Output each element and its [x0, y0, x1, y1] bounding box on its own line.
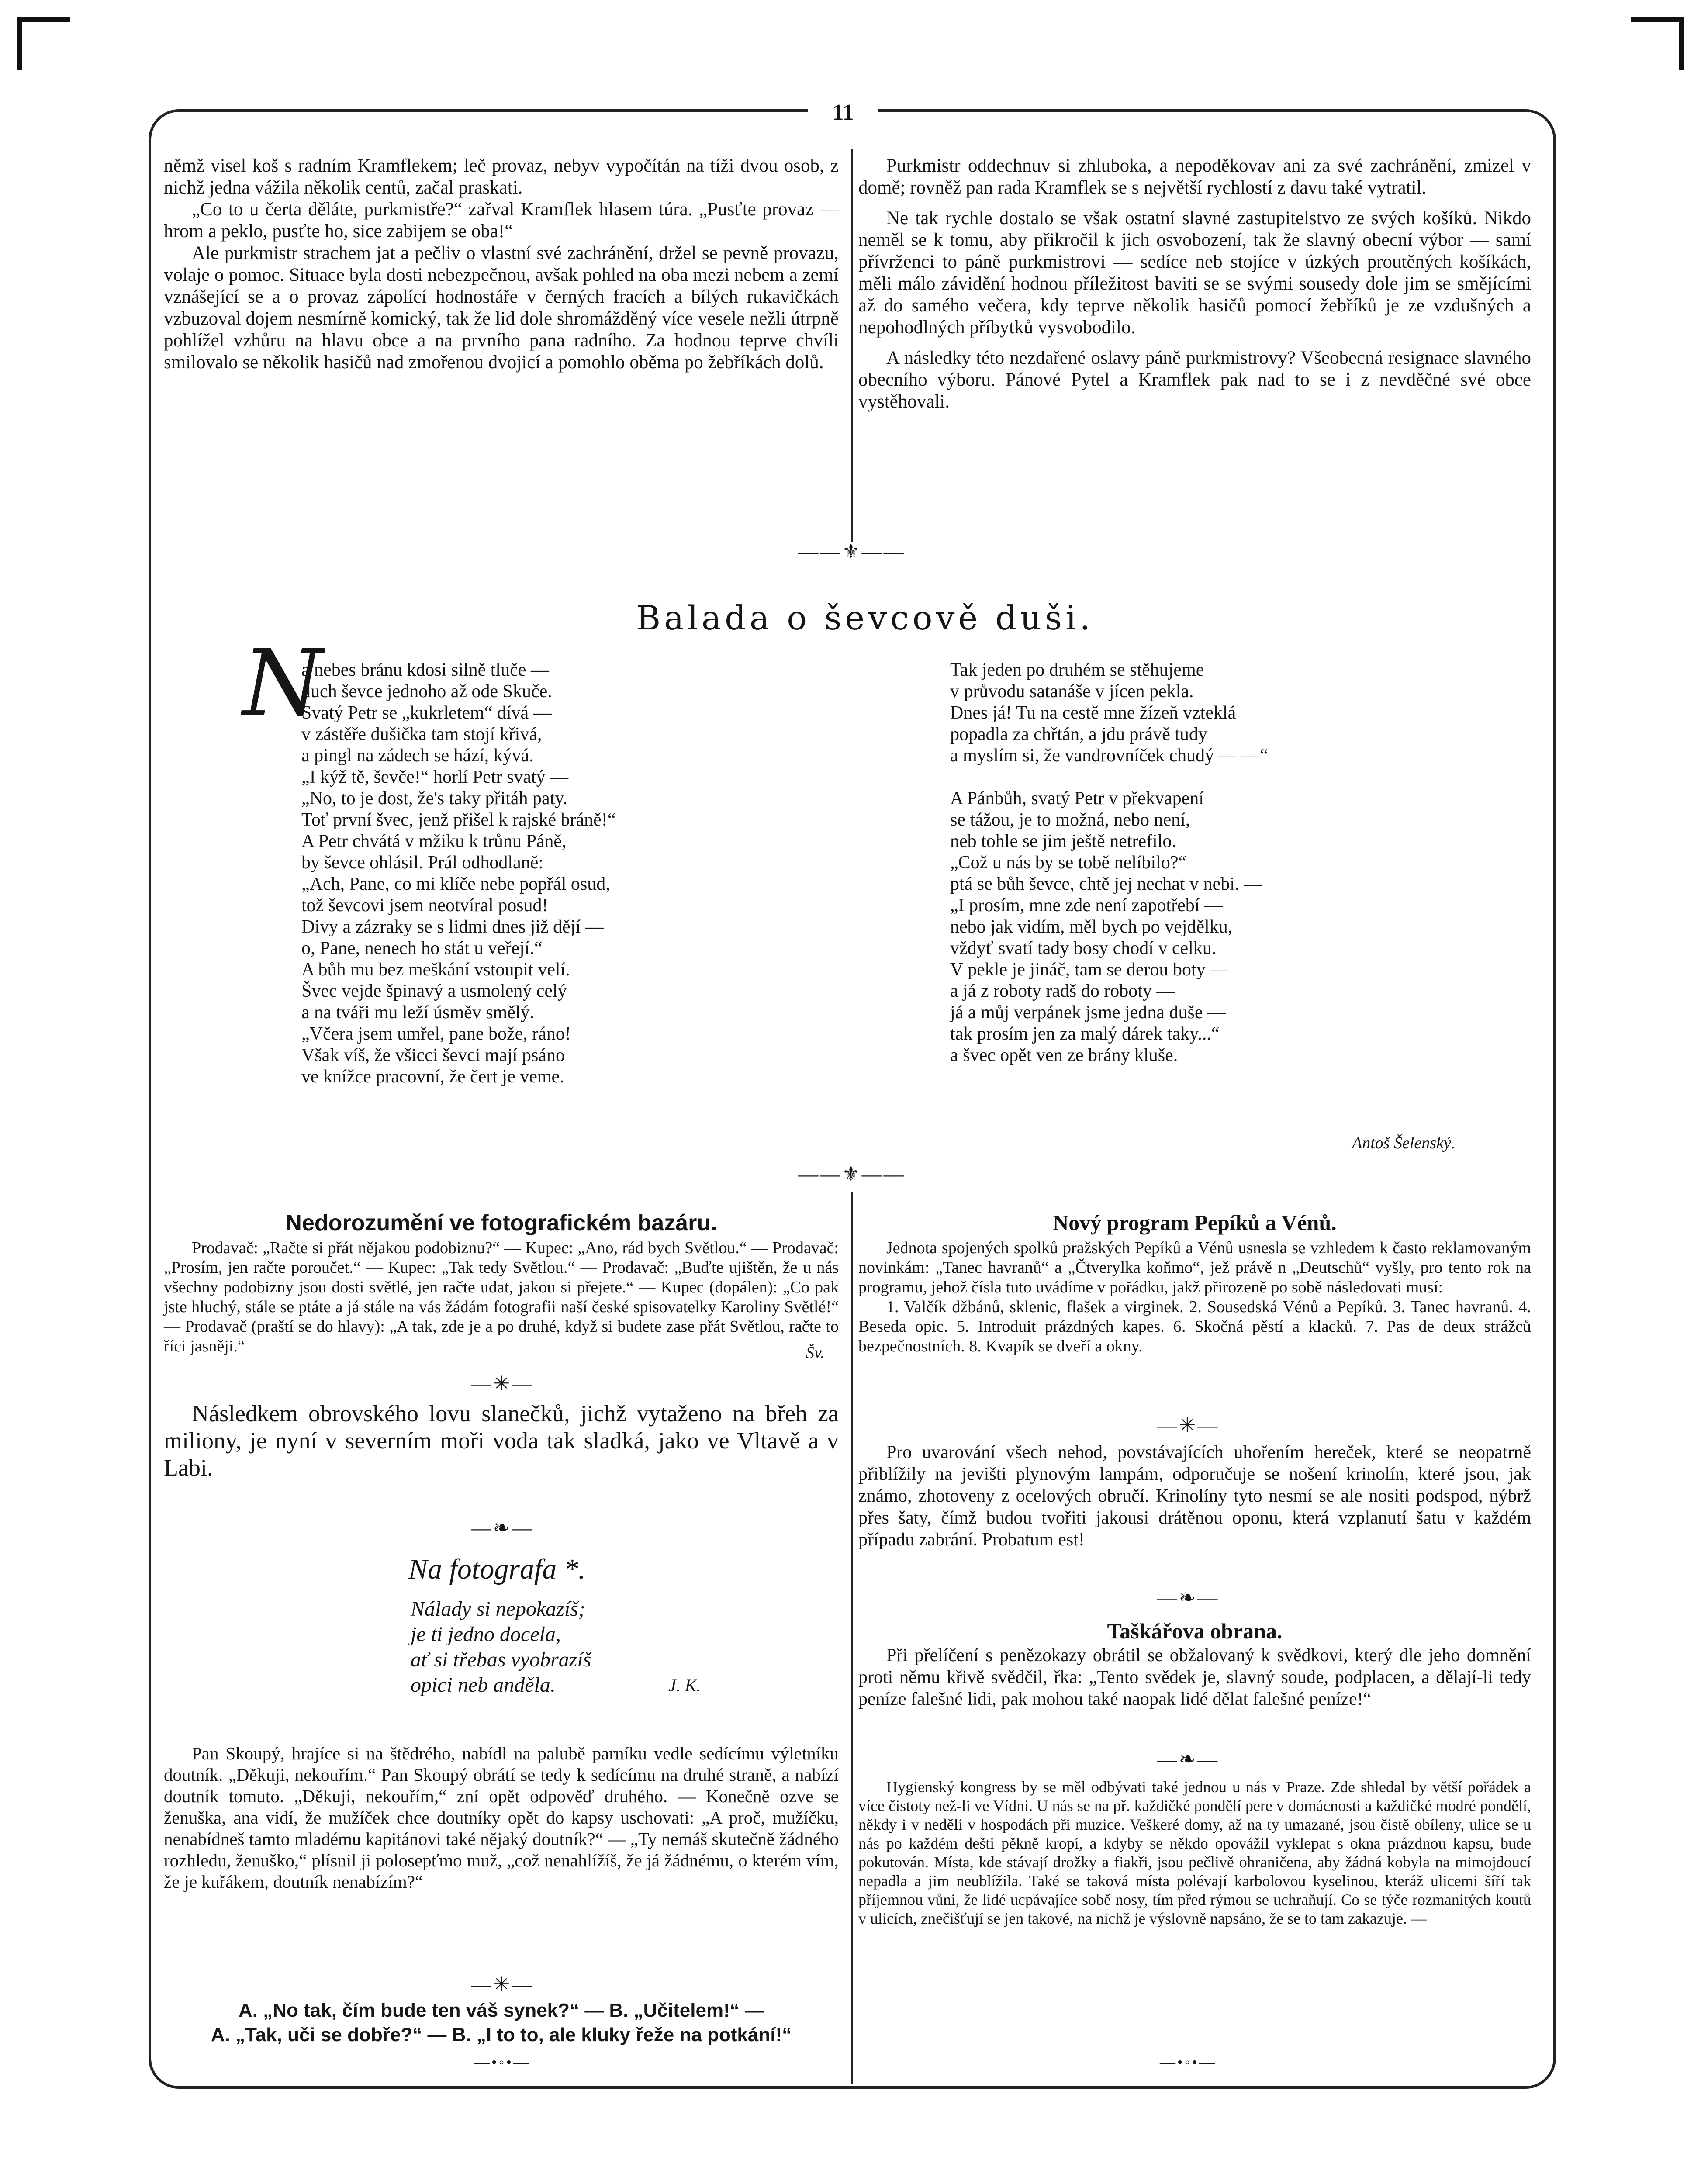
paragraph: Ne tak rychle dostalo se však ostatní slavné zastupitelstvo ze svých košíků. Nikdo neměl se k tomu, aby přikročil k jich osvobození, tak že slavný obecní výbor — samí přívrženci to páně purkmistrovi — sedíce neb stojíce v úzkých proutěných košíkách, měli málo závidění hodnou příležitost baviti se se svými sousedy dole jim se smějícími až do samého večera, kdy teprve několik hasičů pomocí žebříků je ze vzdušných a nepohodlných příbytků vysvobodilo.: [858, 208, 1531, 338]
column-divider-top: [851, 149, 853, 542]
verse-line: Dnes já! Tu na cestě mne žízeň vzteklá: [950, 703, 1236, 723]
paragraph: 1. Valčík džbánů, sklenic, flašek a virginek. 2. Sousedská Vénů a Pepíků. 3. Tanec havranů. 4. Beseda opic. 5. Introduit prázdných kapes. 6. Skočná pěstí a klacků. 7. Pas de deux strážců bezpečnostních. 8. Kvapík se dveří a okny.: [858, 1298, 1531, 1355]
verse-line: Švec vejde špinavý a usmolený celý: [301, 981, 567, 1001]
verse-line: „I prosím, mne zde není zapotřebí —: [950, 895, 1223, 916]
paragraph: „Co to u čerta děláte, purkmistře?“ zařval Kramflek hlasem túra. „Pusťte provaz — hrom a peklo, pusťte ho, sice zabijem se oba!“: [164, 199, 839, 242]
obrovsky-text: [164, 1400, 839, 1481]
article-top-right: [858, 155, 1531, 413]
verse-line: ptá se bůh ševce, chtě jej nechat v nebi. —: [950, 874, 1262, 894]
ornament-divider-leaf: —❧—: [1157, 1748, 1220, 1770]
ornament-divider-small: —✳—: [471, 1973, 534, 1995]
crop-mark-top-left-v: [17, 17, 22, 70]
paragraph: Ale purkmistr strachem jat a pečliv o vlastní své zachránění, držel se pevně provazu, volaje o pomoc. Situace byla dosti nebezpečnou, avšak pohled na oba mezi nebem a zemí vznášející se a o provaz zápolící hodnostáře v černých fracích a bílých rukavičkách vzbuzoval dojem nesmírně komický, tak že lid dole shromážděný více vesele nežli útrpně pohlížel vzhůru na hlavu obce a na prvního pana radního. Za hodnou teprve chvíli smilovalo se několik hasičů nad zmořenou dvojicí a pomohlo oběma po žebříkách dolů.: [164, 243, 839, 373]
ballad-signature: Antoš Šelenský.: [1352, 1134, 1456, 1152]
verse-line: se tážou, je to možná, nebo není,: [950, 810, 1190, 830]
paragraph: Jednota spojených spolků pražských Pepíků a Vénů usnesla se vzhledem k často reklamovaným novinkám: „Tanec havranů“ a „Čtverylka koňmo“, jež právě n „Deutschů“ vyšly, pro tento rok na programu, jehož čísla tuto uvádíme v pořádku, jakž přirozeně po sobě následovati musí:: [858, 1239, 1531, 1296]
ballad-dropcap: N: [242, 630, 323, 737]
paragraph: Purkmistr oddechnuv si zhluboka, a nepoděkovav ani za své zachránění, zmizel v domě; rovněž pan rada Kramflek se s největší rychlostí z davu také vytratil.: [858, 156, 1531, 198]
paragraph: Hygienský kongress by se měl odbývati také jednou u nás v Praze. Zde shledal by větší pořádek a více čistoty než-li ve Vídni. U nás se na př. každičké pondělí pere v domácnosti a každičké modré pondělí, někdy i v neděli v hospodách při muzice. Veškeré domy, až na ty umazané, jsou čistě obíleny, ulice se u nás po každém dešti pěkně kropí, a kdyby se někdo opovážil vyklepat s okna prázdnou kapsu, bude pokutován. Místa, kde stávají drožky a fiakři, jsou pečlivě ohraničena, aby žádná kobyla na mimojdoucí nepadla a jim neublížila. Také se taková místa polévají karbolovou kyselinou, kteráž ulicemi šíří tak příjemnou vůni, že lidé ucpávajíce sobě nosy, tím před rýmou se uchraňují. Co se týče rozmanitých koutů v ulicích, znečišťují se jen takové, na nichž je výslovně napsáno, že se to tam zakazuje. —: [858, 1778, 1531, 1927]
verse-line: vždyť svatí tady bosy chodí v celku.: [950, 938, 1217, 958]
hygiena-text: [858, 1778, 1531, 1928]
verse-line: „No, to je dost, že's taky přitáh paty.: [301, 788, 568, 809]
paragraph: A následky této nezdařené oslavy páně purkmistrovy? Všeobecná resignace slavného obecního výboru. Pánové Pytel a Kramflek pak nad to se i z nevděčné své obce vystěhovali.: [858, 348, 1531, 412]
paragraph: Pan Skoupý, hrajíce si na štědrého, nabídl na palubě parníku vedle sedícímu výletníku doutník. „Děkuji, nekouřím.“ Pan Skoupý obrátí se tedy k sedícímu na druhé straně, a nabízí doutník tomuto. „Děkuji, nekouřím,“ zní opět odpověď druhého. — Konečně ozve se ženuška, ana vidí, že mužíček chce doutníky opět do kapsy uschovati: „A proč, mužíčku, nenabídneš tamto mladému kapitánovi také nějaký doutník?“ — „Ty nemáš skutečně žádného rozhledu, ženuško,“ plísnil ji polosepťmo muž, „což nenahlížíš, že já žádnému, o kterém vím, že je kuřákem, doutník nenabízím?“: [164, 1743, 839, 1892]
paragraph: Při přelíčení s penězokazy obrátil se obžalovaný k svědkovi, který dle jeho domnění proti němu křivě svědčil, řka: „Tento svědek je, slavný soude, podplacen, a dělají-li tedy peníze falešné lidi, pak mohou také naopak lidé dělat falešné peníze!“: [858, 1645, 1531, 1709]
paragraph: Prodavač: „Račte si přát nějakou podobiznu?“ — Kupec: „Ano, rád bych Světlou.“ — Prodavač: „Prosím, jen račte poroučet.“ — Kupec: „Tak tedy Světlou.“ — Prodavač: „Buďte ujištěn, že u nás všechny podobizny jsou dosti světlé, jen račte udat, jakou si přejete.“ — Kupec (dopálen): „Co pak jste hluchý, stále se ptáte a já stále na vás žádám fotografii naší české spisovatelky Karoliny Světlé!“ — Prodavač (praští se do hlavy): „A tak, zde je a po druhé, když si budete zase přát Světlou, račte to říci jasněji.“: [164, 1239, 839, 1355]
verse-line: tak prosím jen za malý dárek taky...“: [950, 1024, 1220, 1044]
verse-line: a na tváři mu leží úsměv smělý.: [301, 1002, 535, 1023]
verse-line: a já z roboty radš do roboty —: [950, 981, 1175, 1001]
verse-line: Tak jeden po druhém se stěhujeme: [950, 660, 1204, 680]
dialog-line: A. „Tak, uči se dobře?“ — B. „I to to, ale kluky řeže na potkání!“: [211, 2024, 792, 2046]
ornament-divider-leaf: —❧—: [471, 1517, 534, 1539]
verse-line: neb tohle se jim ještě netrefilo.: [950, 831, 1176, 851]
verse-line: o, Pane, nenech ho stát u veřejí.“: [301, 938, 543, 958]
verse-line: a pingl na zádech se hází, kývá.: [301, 746, 534, 766]
ornament-divider-leaf: —❧—: [1157, 1586, 1220, 1609]
verse-line: „Což u nás by se tobě nelíbilo?“: [950, 853, 1187, 873]
ornament-divider: ——⚜——: [798, 1163, 906, 1185]
verse-line: nebo jak vidím, měl bych po vejdělku,: [950, 917, 1233, 937]
paragraph: Pro uvarování všech nehod, povstávajících uhořením hereček, které se neopatrně přiblížily na jevišti plynovým lampám, odporučuje se nošení krinolín, které jsou, jak známo, zhotoveny z ocelových obručí. Krinolíny tyto nesmí se ale nositi podspod, nýbrž přes šaty, čímž budou tvořiti jakousi drátěnou oponu, která vzplanutí šatu v každém případu zabrání. Probatum est!: [858, 1442, 1531, 1550]
verse-line: by ševce ohlásil. Prál odhodlaně:: [301, 853, 544, 873]
verse-line: opici neb anděla.: [411, 1673, 556, 1697]
ornament-divider-end: —•◦•—: [1160, 2053, 1217, 2071]
page-number: 11: [832, 100, 854, 125]
verse-line: Toť první švec, jenž přišel k rajské bráně!“: [301, 810, 616, 830]
verse-line: a nebes bránu kdosi silně tluče —: [301, 660, 549, 680]
dialog: [164, 1998, 839, 2047]
verse-line: A Petr chvátá v mžiku k trůnu Páně,: [301, 831, 567, 851]
taskar-text: [858, 1645, 1531, 1710]
crop-mark-top-left-h: [17, 17, 70, 22]
verse-line-blank: [950, 767, 1518, 788]
verse-line: já a můj verpánek jsme jedna duše —: [950, 1002, 1226, 1023]
verse-line: tož ševcovi jsem neotvíral posud!: [301, 895, 548, 916]
verse-line: a myslím si, že vandrovníček chudý — —“: [950, 746, 1268, 766]
verse-line: „Ach, Pane, co mi klíče nebe popřál osud,: [301, 874, 610, 894]
paragraph: němž visel koš s radním Kramflekem; leč provaz, nebyv vypočítán na tíži dvou osob, z nichž jedna vážila několik centů, začal praskati.: [164, 156, 839, 198]
verse-line: „Včera jsem umřel, pane bože, ráno!: [301, 1024, 571, 1044]
program-title: Nový program Pepíků a Vénů.: [1053, 1210, 1337, 1235]
bazar-title: Nedorozumění ve fotografickém bazáru.: [285, 1210, 717, 1236]
verse-line: A bůh mu bez meškání vstoupit velí.: [301, 960, 570, 980]
crop-mark-top-right-h: [1631, 17, 1684, 22]
verse-line: Však víš, že všicci ševci mají psáno: [301, 1045, 565, 1065]
verse-line: ve knížce pracovní, že čert je veme.: [301, 1067, 564, 1087]
crop-mark-top-right-v: [1679, 17, 1684, 70]
verse-line: v zástěře dušička tam stojí křivá,: [301, 724, 542, 744]
verse-line: A Pánbůh, svatý Petr v překvapení: [950, 788, 1204, 809]
verse-line: je ti jedno docela,: [411, 1623, 561, 1646]
verse-line: Divy a zázraky se s lidmi dnes již dějí —: [301, 917, 604, 937]
verse-line: v průvodu satanáše v jícen pekla.: [950, 681, 1194, 702]
bazar-text: [164, 1238, 839, 1356]
ballad-title: Balada o ševcově duši.: [636, 598, 1094, 637]
ornament-divider: ——⚜——: [798, 540, 906, 563]
ornament-divider-small: —✳—: [1157, 1414, 1220, 1436]
verse-line: Nálady si nepokazíš;: [411, 1597, 585, 1621]
paragraph: Následkem obrovského lovu slanečků, jichž vytaženo na břeh za miliony, je nyní v severním moři voda tak sladká, jako ve Vltavě a v Labi.: [164, 1400, 839, 1481]
skoupy-text: [164, 1743, 839, 1893]
fotografa-verse: [411, 1597, 591, 1698]
fotografa-signature: J. K.: [668, 1676, 701, 1695]
verse-line: ať si třebas vyobrazíš: [411, 1648, 591, 1671]
ornament-divider-small: —✳—: [471, 1372, 534, 1395]
dialog-line: A. „No tak, čím bude ten váš synek?“ — B. „Učitelem!“ —: [239, 2000, 764, 2021]
program-text: [858, 1238, 1531, 1356]
verse-line: a švec opět ven ze brány kluše.: [950, 1045, 1178, 1065]
ballad-verse-left: [301, 660, 847, 1088]
bazar-signature: Šv.: [806, 1344, 825, 1362]
ornament-divider-end: —•◦•—: [474, 2053, 531, 2071]
verse-line: Svatý Petr se „kukrletem“ dívá —: [301, 703, 552, 723]
verse-line: „I kýž tě, ševče!“ horlí Petr svatý —: [301, 767, 569, 787]
verse-line: V pekle je jináč, tam se derou boty —: [950, 960, 1229, 980]
verse-line: popadla za chřtán, a jdu právě tudy: [950, 724, 1207, 744]
ballad-verse-right: [950, 660, 1518, 1066]
article-top-left: [164, 155, 839, 373]
fotografa-title: Na fotografa *.: [408, 1553, 586, 1585]
column-divider-bottom: [851, 1192, 853, 2084]
uvarovani-text: [858, 1441, 1531, 1551]
taskar-title: Taškářova obrana.: [1107, 1619, 1283, 1643]
verse-line: duch ševce jednoho až ode Skuče.: [301, 681, 552, 702]
